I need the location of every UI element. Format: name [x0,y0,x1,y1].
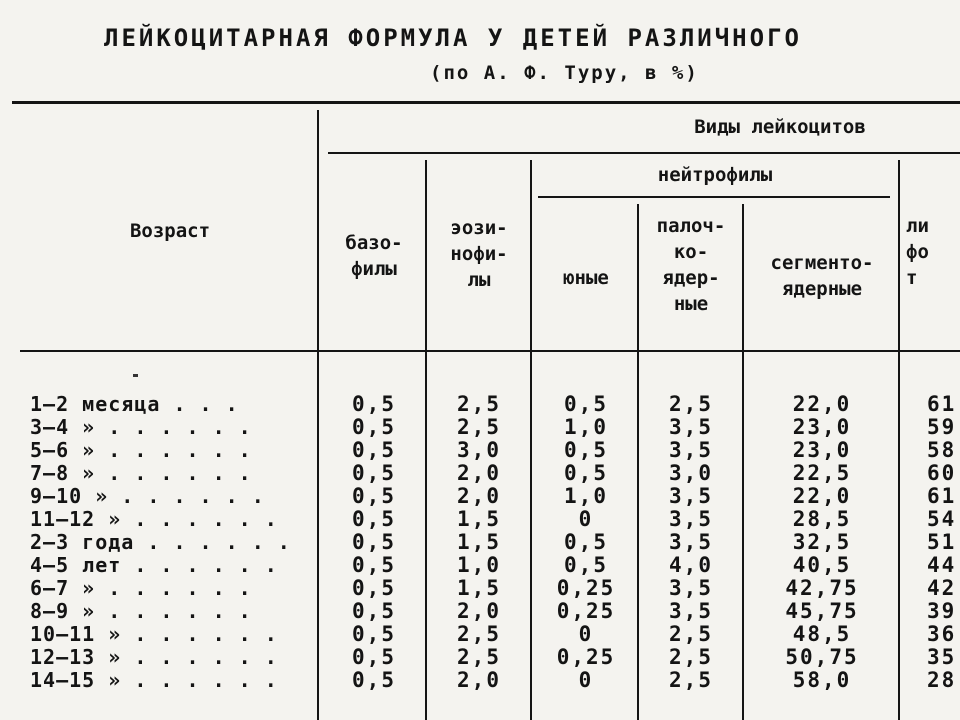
segmented-cell: 22,0 [792,484,852,508]
segmented-cell: 48,5 [792,622,852,646]
young-cell: 0,5 [564,553,608,577]
header-band: палоч- ко- ядер- ные [656,215,726,315]
band-cell: 3,5 [669,438,713,462]
table-row [0,577,960,600]
age-cell: 14—15 » . . . . . . [30,668,278,692]
segmented-cell: 28,5 [792,507,852,531]
header-basophils: базо- филы [345,232,403,280]
basophils-cell: 0,5 [352,599,396,623]
table-row [0,531,960,554]
eosinophils-cell: 3,0 [457,438,501,462]
band-cell: 3,0 [669,461,713,485]
table-row [0,439,960,462]
page-subtitle: (по А. Ф. Туру, в %) [430,62,699,84]
header-bottom-rule [20,350,960,352]
eosinophils-cell: 2,5 [457,622,501,646]
eosinophils-cell: 1,5 [457,576,501,600]
basophils-cell: 0,5 [352,668,396,692]
basophils-cell: 0,5 [352,438,396,462]
band-cell: 2,5 [669,668,713,692]
table-row [0,669,960,692]
segmented-cell: 40,5 [792,553,852,577]
table-row [0,508,960,531]
age-cell: 12—13 » . . . . . . [30,645,278,669]
table-row [0,600,960,623]
lymphocytes-cell: 35 [927,645,957,669]
lymphocytes-cell: 36 [927,622,957,646]
table-row [0,462,960,485]
eosinophils-cell: 2,5 [457,645,501,669]
lymphocytes-cell: 60 [927,461,957,485]
young-cell: 0,5 [564,530,608,554]
table-top-rule [12,101,960,104]
age-cell: 5—6 » . . . . . . [30,438,252,462]
lymphocytes-cell: 39 [927,599,957,623]
basophils-cell: 0,5 [352,622,396,646]
age-cell: 9—10 » . . . . . . [30,484,265,508]
eosinophils-cell: 2,5 [457,415,501,439]
eosinophils-cell: 2,0 [457,668,501,692]
band-cell: 3,5 [669,415,713,439]
age-cell: 1—2 месяца . . . [30,392,239,416]
header-age: Возраст [129,220,211,242]
eosinophils-cell: 2,0 [457,599,501,623]
table-row [0,393,960,416]
header-leukocyte-types: Виды лейкоцитов [694,116,866,138]
basophils-cell: 0,5 [352,484,396,508]
table-row [0,623,960,646]
lymphocytes-cell: 61 [927,392,957,416]
young-cell: 0,5 [564,461,608,485]
table-row [0,646,960,669]
header-lymphocytes: ли фо т [906,215,929,289]
age-cell: 7—8 » . . . . . . [30,461,252,485]
young-cell: 1,0 [564,484,608,508]
band-cell: 3,5 [669,484,713,508]
young-cell: 0,25 [556,576,616,600]
table-row [0,485,960,508]
basophils-cell: 0,5 [352,576,396,600]
band-cell: 2,5 [669,392,713,416]
table-row [0,416,960,439]
band-cell: 3,5 [669,530,713,554]
lymphocytes-cell: 51 [927,530,957,554]
age-cell: 6—7 » . . . . . . [30,576,252,600]
header-neutrophils: нейтрофилы [657,164,773,186]
stray-mark [133,374,138,377]
age-cell: 8—9 » . . . . . . [30,599,252,623]
lymphocytes-cell: 28 [927,668,957,692]
segmented-cell: 45,75 [785,599,859,623]
header-eosinophils: эози- нофи- лы [450,217,508,291]
basophils-cell: 0,5 [352,392,396,416]
young-cell: 1,0 [564,415,608,439]
lymphocytes-cell: 58 [927,438,957,462]
age-cell: 10—11 » . . . . . . [30,622,278,646]
basophils-cell: 0,5 [352,415,396,439]
eosinophils-cell: 1,0 [457,553,501,577]
segmented-cell: 22,5 [792,461,852,485]
band-cell: 2,5 [669,622,713,646]
segmented-cell: 32,5 [792,530,852,554]
basophils-cell: 0,5 [352,461,396,485]
band-cell: 2,5 [669,645,713,669]
young-cell: 0,5 [564,438,608,462]
young-cell: 0,25 [556,599,616,623]
eosinophils-cell: 2,0 [457,484,501,508]
young-cell: 0 [578,622,594,646]
eosinophils-cell: 2,0 [457,461,501,485]
segmented-cell: 23,0 [792,438,852,462]
young-cell: 0 [578,507,594,531]
band-cell: 3,5 [669,507,713,531]
eosinophils-cell: 1,5 [457,530,501,554]
lymphocytes-cell: 44 [927,553,957,577]
segmented-cell: 23,0 [792,415,852,439]
header-segmented: сегменто- ядерные [770,252,874,300]
basophils-cell: 0,5 [352,645,396,669]
segmented-cell: 58,0 [792,668,852,692]
basophils-cell: 0,5 [352,507,396,531]
neutrophils-under-rule [538,196,890,198]
age-cell: 2—3 года . . . . . . [30,530,291,554]
band-cell: 4,0 [669,553,713,577]
young-cell: 0,25 [556,645,616,669]
lymphocytes-cell: 54 [927,507,957,531]
segmented-cell: 50,75 [785,645,859,669]
age-cell: 4—5 лет . . . . . . [30,553,278,577]
lymphocytes-cell: 42 [927,576,957,600]
segmented-cell: 22,0 [792,392,852,416]
young-cell: 0 [578,668,594,692]
age-cell: 11—12 » . . . . . . [30,507,278,531]
band-cell: 3,5 [669,599,713,623]
page-title: ЛЕЙКОЦИТАРНАЯ ФОРМУЛА У ДЕТЕЙ РАЗЛИЧНОГО [104,24,802,52]
types-under-rule [328,152,960,154]
table-row [0,554,960,577]
header-young: юные [563,267,609,289]
lymphocytes-cell: 61 [927,484,957,508]
basophils-cell: 0,5 [352,530,396,554]
band-cell: 3,5 [669,576,713,600]
young-cell: 0,5 [564,392,608,416]
basophils-cell: 0,5 [352,553,396,577]
eosinophils-cell: 2,5 [457,392,501,416]
age-cell: 3—4 » . . . . . . [30,415,252,439]
lymphocytes-cell: 59 [927,415,957,439]
eosinophils-cell: 1,5 [457,507,501,531]
segmented-cell: 42,75 [785,576,859,600]
